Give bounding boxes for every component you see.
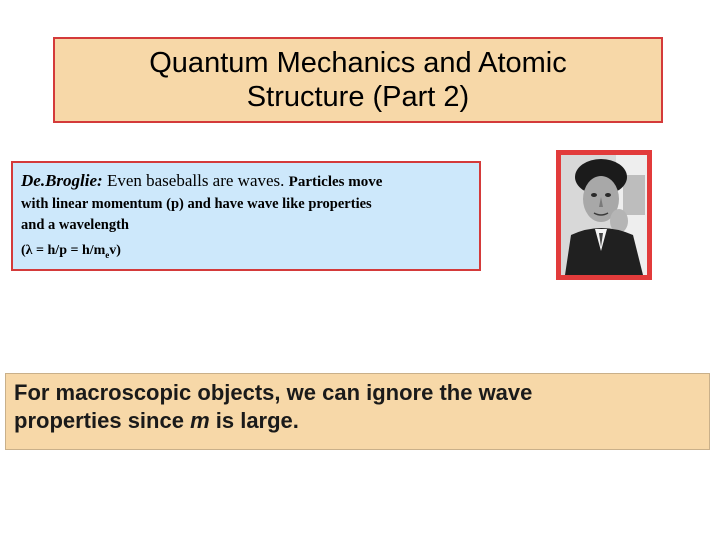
debroglie-intro [21,170,471,193]
wavelength-formula [21,243,471,260]
debroglie-intro-text: Even baseballs are waves. [102,171,289,190]
debroglie-intro-bold: Particles move [288,174,383,190]
formula-subscript: e [105,249,110,260]
portrait-photo [556,150,652,280]
formula-suffix: v) [109,243,121,258]
title-line-2: Structure (Part 2) [246,81,470,113]
title-line-1: Quantum Mechanics and Atomic [149,47,567,79]
debroglie-name: De.Broglie: [21,171,103,190]
debroglie-text-box [11,161,481,271]
formula-prefix: (λ = h/p = h/m [21,243,106,258]
macro-mass-variable: m [190,408,210,433]
debroglie-line-3: and a wavelength [21,217,129,233]
debroglie-line-2: with linear momentum (p) and have wave like properties [21,196,372,212]
macroscopic-note-box [5,373,710,450]
macro-text-part2: properties since [14,408,191,433]
macro-text-part3: is large. [209,408,299,433]
slide-title [53,37,663,123]
macro-text-part1: For macroscopic objects, we can ignore the wave [14,380,533,405]
portrait-image [561,155,647,275]
